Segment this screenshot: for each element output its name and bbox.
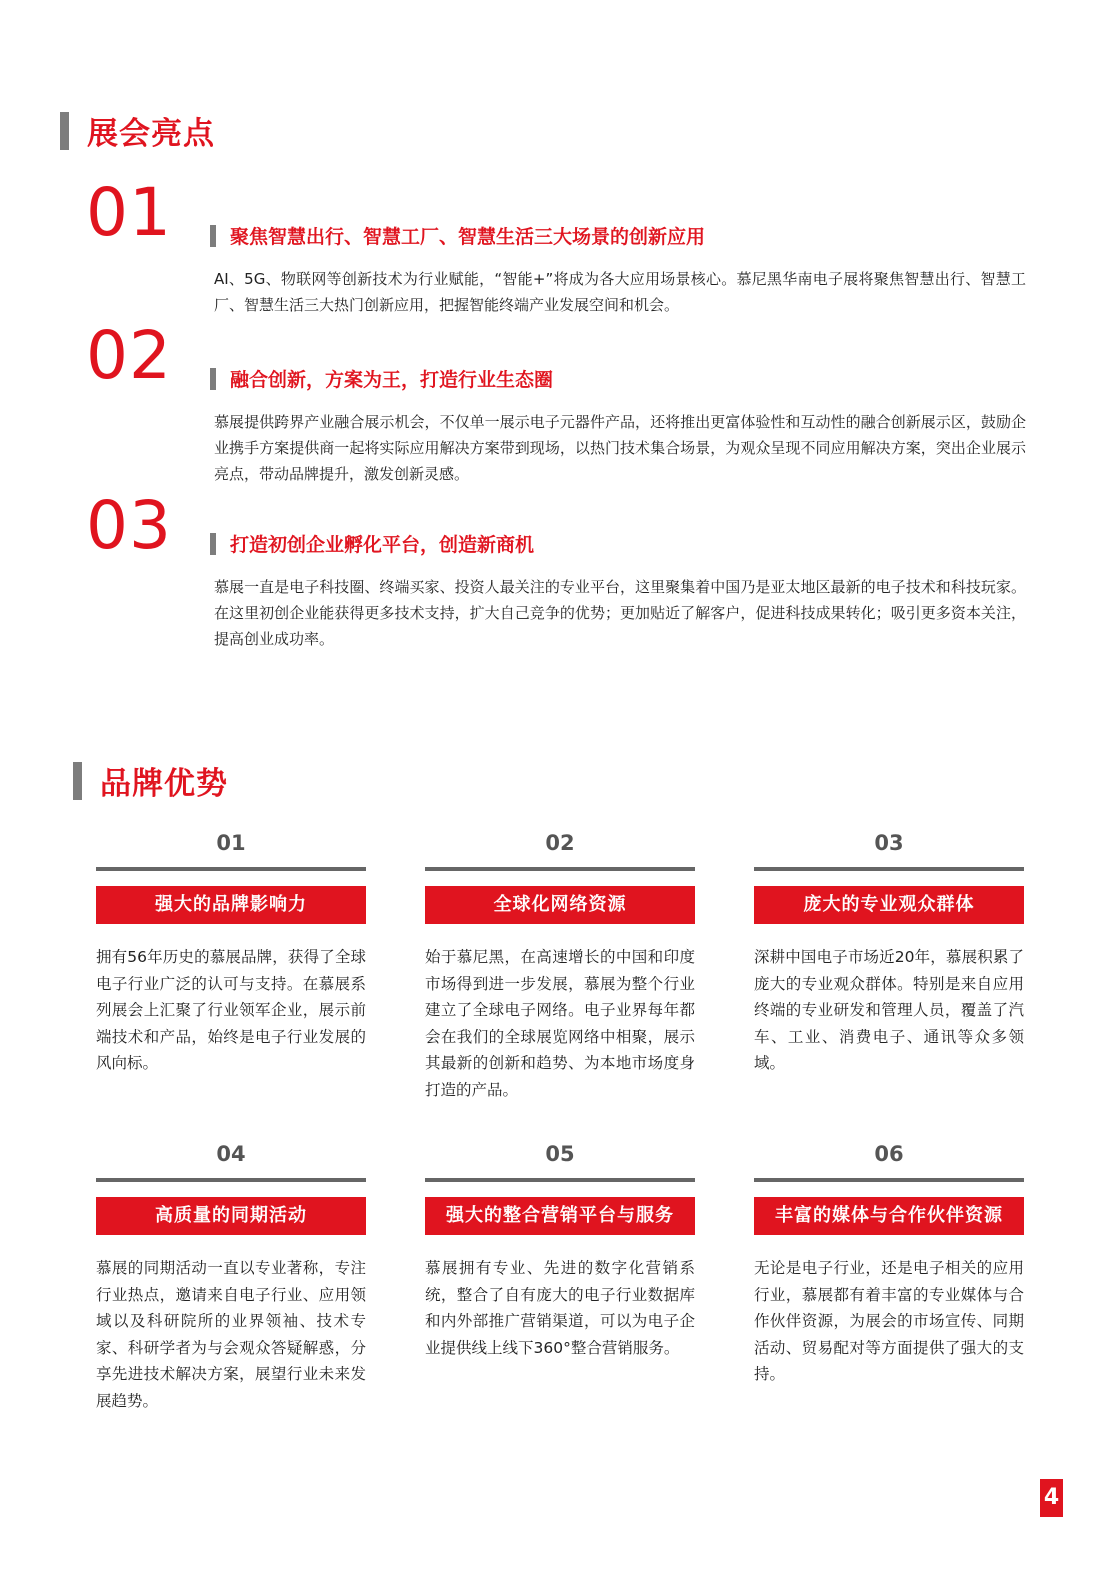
page-number: 4	[1040, 1479, 1063, 1517]
highlight-heading-text: 融合创新，方案为王，打造行业生态圈	[230, 369, 554, 391]
highlight-body: 慕展提供跨界产业融合展示机会，不仅单一展示电子元器件产品，还将推出更富体验性和互动性的融合创新展示区，鼓励企业携手方案提供商一起将实际应用解决方案带到现场，以热门技术集合场景，为观众呈现不同应用解决方案，突出企业展示亮点，带动品牌提升，激发创新灵感。	[214, 413, 1026, 483]
card-divider	[96, 1178, 366, 1182]
card-description: 无论是电子行业，还是电子相关的应用行业，慕展都有着丰富的专业媒体与合作伙伴资源，为展会的市场宣传、同期活动、贸易配对等方面提供了强大的支持。	[754, 1259, 1024, 1383]
highlight-heading	[210, 530, 534, 557]
highlight-number: 02	[86, 317, 172, 394]
card-divider	[754, 867, 1024, 871]
brand-card	[754, 1139, 1024, 1388]
card-label: 丰富的媒体与合作伙伴资源	[754, 1197, 1024, 1235]
brand-card	[425, 828, 695, 1103]
title-accent-bar	[73, 762, 82, 800]
brand-card	[96, 1139, 366, 1414]
card-description: 始于慕尼黑，在高速增长的中国和印度市场得到进一步发展，慕展为整个行业建立了全球电子网络。电子业界每年都会在我们的全球展览网络中相聚，展示其最新的创新和趋势、为本地市场度身打造的产品。	[425, 948, 695, 1099]
card-label: 强大的整合营销平台与服务	[425, 1197, 695, 1235]
card-number: 04	[216, 1142, 246, 1166]
highlights-section-title	[60, 108, 215, 153]
highlight-number: 01	[86, 174, 172, 251]
card-divider	[425, 867, 695, 871]
brand-section-title	[73, 758, 228, 803]
highlight-heading	[210, 365, 553, 392]
card-label: 高质量的同期活动	[96, 1197, 366, 1235]
highlight-body: AI、5G、物联网等创新技术为行业赋能，“智能+”将成为各大应用场景核心。慕尼黑华南电子展将聚焦智慧出行、智慧工厂、智慧生活三大热门创新应用，把握智能终端产业发展空间和机会。	[214, 270, 1026, 314]
card-divider	[754, 1178, 1024, 1182]
card-number: 03	[874, 831, 904, 855]
heading-accent-bar	[210, 533, 216, 555]
brand-card	[425, 1139, 695, 1361]
brand-card	[754, 828, 1024, 1077]
card-divider	[96, 867, 366, 871]
title-accent-bar	[60, 112, 69, 150]
card-description: 拥有56年历史的慕展品牌，获得了全球电子行业广泛的认可与支持。在慕展系列展会上汇聚了行业领军企业，展示前端技术和产品，始终是电子行业发展的风向标。	[96, 948, 366, 1072]
card-number: 02	[545, 831, 575, 855]
card-label: 强大的品牌影响力	[96, 886, 366, 924]
card-description: 深耕中国电子市场近20年，慕展积累了庞大的专业观众群体。特别是来自应用终端的专业研发和管理人员，覆盖了汽车、工业、消费电子、通讯等众多领域。	[754, 948, 1024, 1072]
highlights-title: 展会亮点	[87, 116, 215, 152]
heading-accent-bar	[210, 225, 216, 247]
highlight-number: 03	[86, 487, 172, 564]
highlight-heading-text: 打造初创企业孵化平台，创造新商机	[230, 534, 535, 556]
brand-title: 品牌优势	[100, 766, 228, 802]
highlight-body: 慕展一直是电子科技圈、终端买家、投资人最关注的专业平台，这里聚集着中国乃是亚太地区最新的电子技术和科技玩家。在这里初创企业能获得更多技术支持，扩大自己竞争的优势；更加贴近了解客户，促进科技成果转化；吸引更多资本关注，提高创业成功率。	[214, 578, 1026, 648]
card-label: 全球化网络资源	[425, 886, 695, 924]
card-number: 05	[545, 1142, 575, 1166]
card-label: 庞大的专业观众群体	[754, 886, 1024, 924]
card-number: 01	[216, 831, 246, 855]
highlight-heading-text: 聚焦智慧出行、智慧工厂、智慧生活三大场景的创新应用	[230, 226, 706, 248]
heading-accent-bar	[210, 368, 216, 390]
card-description: 慕展的同期活动一直以专业著称，专注行业热点，邀请来自电子行业、应用领域以及科研院所的业界领袖、技术专家、科研学者为与会观众答疑解惑，分享先进技术解决方案，展望行业未来发展趋势。	[96, 1259, 366, 1410]
card-number: 06	[874, 1142, 904, 1166]
card-description: 慕展拥有专业、先进的数字化营销系统，整合了自有庞大的电子行业数据库和内外部推广营销渠道，可以为电子企业提供线上线下360°整合营销服务。	[425, 1259, 695, 1357]
brand-card	[96, 828, 366, 1077]
highlight-heading	[210, 222, 705, 249]
card-divider	[425, 1178, 695, 1182]
